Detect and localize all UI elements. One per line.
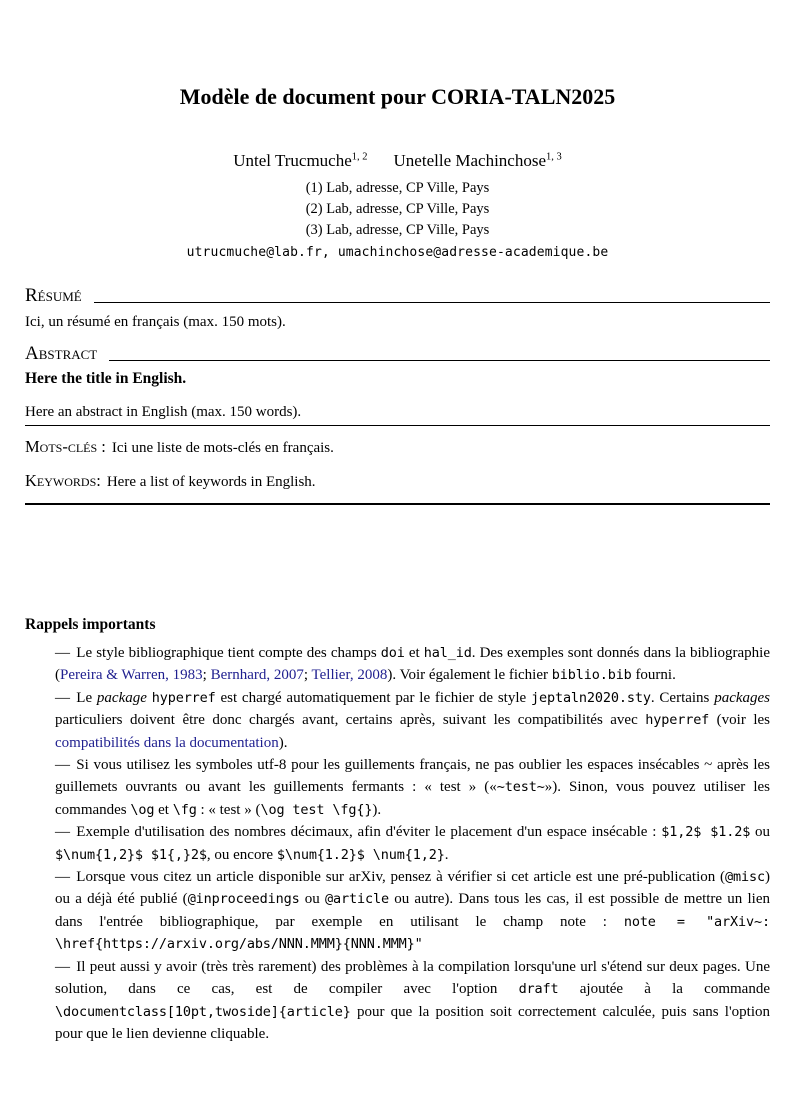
author-1-name: Untel Trucmuche <box>233 151 352 170</box>
item-dash-marker: — <box>55 689 70 706</box>
affiliation-1: (1) Lab, adresse, CP Ville, Pays <box>305 180 490 196</box>
affiliation-2: (2) Lab, adresse, CP Ville, Pays <box>305 201 490 217</box>
inline-code: $\num{1,2}$ $1{,}2$ <box>55 846 207 863</box>
inline-code: $\num{1.2}$ \num{1,2} <box>276 846 445 863</box>
list-item <box>55 642 770 687</box>
inline-code: \og test \fg{} <box>260 801 373 818</box>
author-2-name: Unetelle Machinchose <box>393 151 546 170</box>
inline-code: \documentclass[10pt,twoside]{article} <box>55 1003 351 1020</box>
text-run: ajoutée à la commande <box>558 981 770 998</box>
abstract-box <box>25 284 770 505</box>
italic-text: packages <box>714 689 771 706</box>
text-run: . <box>444 846 449 863</box>
list-item <box>55 754 770 821</box>
text-run: Le style bibliographique tient compte des champs <box>76 645 381 661</box>
text-run: . Certains <box>650 689 715 706</box>
citation-link[interactable]: Pereira & Warren, 1983 <box>60 667 203 684</box>
inline-code: @article <box>325 891 389 908</box>
text-run: ). Voir également le fichier <box>387 667 552 684</box>
documentation-link[interactable]: compatibilités dans la documentation <box>55 734 279 751</box>
text-run: ou <box>299 891 326 908</box>
author-2 <box>394 151 562 170</box>
inline-code: ~test~ <box>496 779 545 796</box>
text-run: ) ou a déjà été publié ( <box>55 869 770 908</box>
text-run: Si vous utilisez les symboles utf-8 pour les guillements français, ne pas oublier les espaces insécables ~ après les guillemets ouvrants ou avant les guillements fermants : « test » (« <box>55 757 770 796</box>
text-run: , ou encore <box>206 846 277 863</box>
text-run: et <box>404 645 424 661</box>
item-dash-marker: — <box>55 645 70 661</box>
text-run: fourni. <box>631 667 676 684</box>
text-run: ). <box>278 734 288 751</box>
motscles-row <box>25 435 770 460</box>
item-dash-marker: — <box>55 757 70 774</box>
keywords-text: Here a list of keywords in English. <box>106 474 316 490</box>
resume-label: Résumé <box>25 285 82 306</box>
text-run: . Des exemples sont donnés dans la bibliographie ( <box>55 645 770 684</box>
item-dash-marker: — <box>55 824 70 841</box>
paper-title: Modèle de document pour CORIA-TALN2025 <box>179 84 616 109</box>
author-1 <box>233 151 367 170</box>
abstract-rule <box>109 342 770 361</box>
text-run: ). <box>372 801 382 818</box>
affiliation-3: (3) Lab, adresse, CP Ville, Pays <box>305 222 490 238</box>
resume-heading-row <box>25 284 770 308</box>
keywords-label: Keywords: <box>25 471 101 490</box>
abstract-label: Abstract <box>25 343 98 364</box>
list-item <box>55 687 770 754</box>
text-run: ou <box>750 824 771 841</box>
inline-code: $1,2$ $1.2$ <box>661 824 751 841</box>
inline-code: biblio.bib <box>551 667 632 684</box>
text-run: ou autre). Dans tous les cas, il est possible de mettre un lien dans l'entrée bibliographique, par exemple en utilisant le champ note : <box>55 891 771 930</box>
text-run: Il peut aussi y avoir (très très rarement) des problèmes à la compilation lorsqu'une url s'étend sur deux pages. Une solution, dans ce cas, est de compiler avec l'option <box>55 958 770 998</box>
keywords-row <box>25 469 770 494</box>
resume-rule <box>94 284 770 303</box>
motscles-label: Mots-clés : <box>25 437 106 456</box>
abstract-box-closing-rule <box>25 503 770 505</box>
reminders-list <box>25 642 770 1045</box>
inline-code: doi <box>380 645 405 661</box>
text-run: »). Sinon, vous pouvez utiliser les commandes <box>55 779 770 818</box>
english-title: Here the title in English. <box>25 370 187 387</box>
text-run: Lorsque vous citez un article disponible sur arXiv, pensez à vérifier si cet article est une pré-publication ( <box>76 869 726 886</box>
text-run: Le <box>76 689 97 706</box>
inline-code: hyperref <box>645 712 710 729</box>
text-run: Exemple d'utilisation des nombres décimaux, afin d'éviter le placement d'un espace insécable : <box>76 824 662 841</box>
affiliations <box>25 178 770 241</box>
citation-link[interactable]: Tellier, 2008 <box>311 667 388 684</box>
italic-text: package <box>96 689 147 706</box>
inline-code: \og <box>130 801 155 818</box>
inline-code: @misc <box>725 869 765 886</box>
author-2-affil-sup: 1, 3 <box>546 151 562 163</box>
citation-link[interactable]: Bernhard, 2007 <box>210 667 304 684</box>
text-run: : « test » ( <box>196 801 261 818</box>
text-run: ; <box>202 667 211 684</box>
author-emails: utrucmuche@lab.fr, umachinchose@adresse-academique.be <box>186 245 609 260</box>
item-dash-marker: — <box>55 869 70 886</box>
english-abstract: Here an abstract in English (max. 150 words). <box>25 402 770 426</box>
text-run: ; <box>303 667 312 684</box>
motscles-text: Ici une liste de mots-clés en français. <box>111 440 334 456</box>
inline-code: note = "arXiv~: \href{https://arxiv.org/abs/NNN.MMM}{NNN.MMM}" <box>55 913 771 953</box>
text-run: est chargé automatiquement par le fichier de style <box>215 689 531 706</box>
item-dash-marker: — <box>55 958 70 975</box>
text-run: particuliers doivent être donc chargés avant, certains après, suivant les compatibilités avec <box>55 712 646 729</box>
authors-line <box>25 150 770 172</box>
inline-code: draft <box>518 981 559 998</box>
text-run: pour que la position soit correctement calculée, puis sans l'option pour que le lien devienne cliquable. <box>55 1003 770 1042</box>
text-run: et <box>154 801 173 818</box>
text-run: (voir les <box>709 712 770 729</box>
list-item <box>55 866 770 956</box>
inline-code: \fg <box>172 801 197 818</box>
inline-code: jeptaln2020.sty <box>530 689 651 706</box>
inline-code: hal_id <box>423 645 472 661</box>
resume-text: Ici, un résumé en français (max. 150 mots). <box>25 314 286 330</box>
list-item <box>55 956 770 1046</box>
abstract-heading-row <box>25 342 770 366</box>
inline-code: @inproceedings <box>187 891 300 908</box>
inline-code: hyperref <box>151 689 216 706</box>
reminders-heading: Rappels importants <box>25 616 156 633</box>
list-item <box>55 821 770 866</box>
author-1-affil-sup: 1, 2 <box>351 151 368 163</box>
